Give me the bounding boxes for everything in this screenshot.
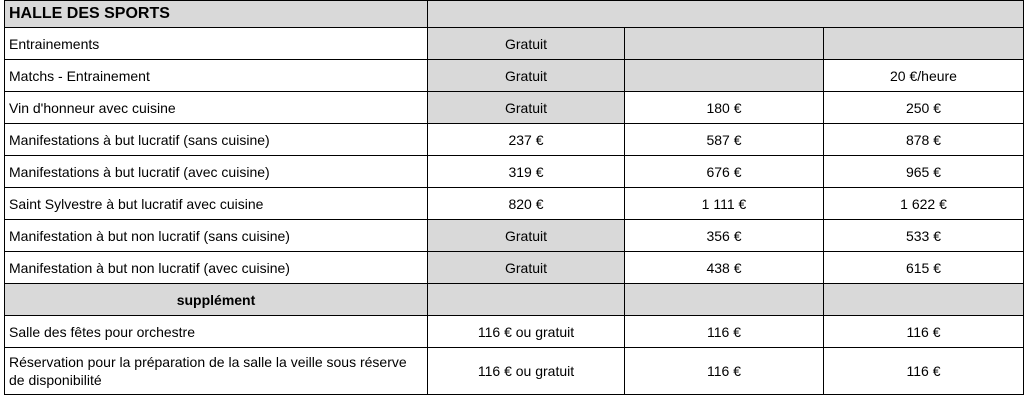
price-cell: Gratuit [428, 220, 625, 252]
price-cell: 965 € [824, 156, 1024, 188]
price-cell: 116 € [625, 316, 824, 348]
row-label: Manifestation à but non lucratif (sans cuisine) [5, 220, 428, 252]
price-cell: 438 € [625, 252, 824, 284]
price-cell: 587 € [625, 124, 824, 156]
price-cell [625, 60, 824, 92]
row-label: Manifestation à but non lucratif (avec cuisine) [5, 252, 428, 284]
row-label: Réservation pour la préparation de la salle la veille sous réserve de disponibilité [5, 348, 428, 395]
table-row [5, 60, 1024, 92]
table-row [5, 92, 1024, 124]
price-cell: 1 111 € [625, 188, 824, 220]
price-cell: Gratuit [428, 28, 625, 60]
row-label: Matchs - Entrainement [5, 60, 428, 92]
price-cell: 237 € [428, 124, 625, 156]
supplement-label: supplément [5, 284, 428, 316]
row-label: Manifestations à but lucratif (avec cuisine) [5, 156, 428, 188]
empty-cell [625, 284, 824, 316]
price-cell [625, 28, 824, 60]
table-row [5, 28, 1024, 60]
empty-cell [824, 284, 1024, 316]
row-label: Salle des fêtes pour orchestre [5, 316, 428, 348]
price-cell: 116 € ou gratuit [428, 316, 625, 348]
price-cell: 116 € [824, 316, 1024, 348]
price-cell: 356 € [625, 220, 824, 252]
price-cell: 20 €/heure [824, 60, 1024, 92]
empty-cell [428, 284, 625, 316]
table-title: HALLE DES SPORTS [5, 1, 428, 28]
table-row [5, 188, 1024, 220]
table-row [5, 252, 1024, 284]
pricing-table [4, 0, 1024, 395]
supplement-header-row [5, 284, 1024, 316]
price-cell: 820 € [428, 188, 625, 220]
table-row [5, 156, 1024, 188]
price-cell: 116 € [625, 348, 824, 395]
table-row [5, 220, 1024, 252]
title-fill [428, 1, 1024, 28]
row-label: Manifestations à but lucratif (sans cuisine) [5, 124, 428, 156]
price-cell: 1 622 € [824, 188, 1024, 220]
price-cell: 180 € [625, 92, 824, 124]
price-cell: 533 € [824, 220, 1024, 252]
row-label: Vin d'honneur avec cuisine [5, 92, 428, 124]
price-cell [824, 28, 1024, 60]
price-cell: 319 € [428, 156, 625, 188]
table-row [5, 316, 1024, 348]
price-cell: Gratuit [428, 92, 625, 124]
price-cell: 676 € [625, 156, 824, 188]
price-cell: 116 € ou gratuit [428, 348, 625, 395]
price-cell: 615 € [824, 252, 1024, 284]
title-row [5, 1, 1024, 28]
price-cell: Gratuit [428, 60, 625, 92]
price-cell: 878 € [824, 124, 1024, 156]
table-row [5, 124, 1024, 156]
price-cell: 116 € [824, 348, 1024, 395]
row-label: Entrainements [5, 28, 428, 60]
price-cell: Gratuit [428, 252, 625, 284]
price-cell: 250 € [824, 92, 1024, 124]
table-row [5, 348, 1024, 395]
row-label: Saint Sylvestre à but lucratif avec cuisine [5, 188, 428, 220]
